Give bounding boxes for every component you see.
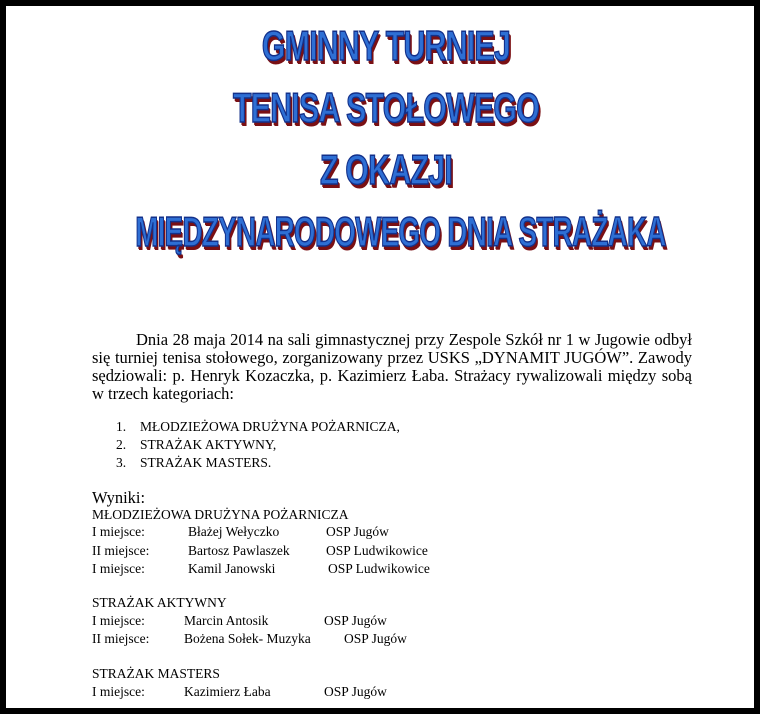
result-place: II miejsce: [92,631,150,646]
result-place: II miejsce: [92,543,150,558]
title-line-2: TENISA STOŁOWEGO [232,84,540,131]
category-item [116,418,400,436]
result-name: Bartosz Pawlaszek [188,543,290,558]
category-number: 2. [116,437,127,452]
result-club: OSP Jugów [326,524,389,539]
category-list [116,418,400,472]
result-name: Błażej Wełyczko [188,524,280,539]
intro-paragraph [92,331,692,403]
result-place: I miejsce: [92,524,145,539]
category-label: MŁODZIEŻOWA DRUŻYNA POŻARNICZA, [140,419,400,434]
section-title: STRAŻAK MASTERS [92,666,220,681]
category-number: 1. [116,419,127,434]
result-club: OSP Jugów [324,613,387,628]
result-club: OSP Jugów [324,684,387,699]
category-label: STRAŻAK MASTERS. [140,455,272,470]
result-club: OSP Jugów [344,631,407,646]
result-name: Kazimierz Łaba [184,684,271,699]
section-title: STRAŻAK AKTYWNY [92,595,227,610]
result-name: Kamil Janowski [188,561,276,576]
category-number: 3. [116,455,127,470]
intro-text: Dnia 28 maja 2014 na sali gimnastycznej przy Zespole Szkół nr 1 w Jugowie odbył się turniej tenisa stołowego, zorganizowany przez USKS „DYNAMIT JUGÓW”. Zawody sędziowali: p. Henryk Kozaczka, p. Kazimierz Łaba. Strażacy rywalizowali między sobą w trzech kategoriach: [92,330,692,403]
result-name: Marcin Antosik [184,613,269,628]
section-title: MŁODZIEŻOWA DRUŻYNA POŻARNICZA [92,507,349,522]
results-heading: Wyniki: [92,488,146,507]
category-item [116,454,400,472]
result-place: I miejsce: [92,561,145,576]
category-label: STRAŻAK AKTYWNY, [140,437,277,452]
result-place: I miejsce: [92,613,145,628]
title-line-4: MIĘDZYNARODOWEGO DNIA STRAŻAKA [135,208,666,255]
title-line-1: GMINNY TURNIEJ [261,22,511,69]
category-item [116,436,400,454]
title-line-3: Z OKAZJI [319,146,453,193]
result-club: OSP Ludwikowice [328,561,430,576]
result-name: Bożena Sołek- Muzyka [184,631,311,646]
result-place: I miejsce: [92,684,145,699]
result-club: OSP Ludwikowice [326,543,428,558]
